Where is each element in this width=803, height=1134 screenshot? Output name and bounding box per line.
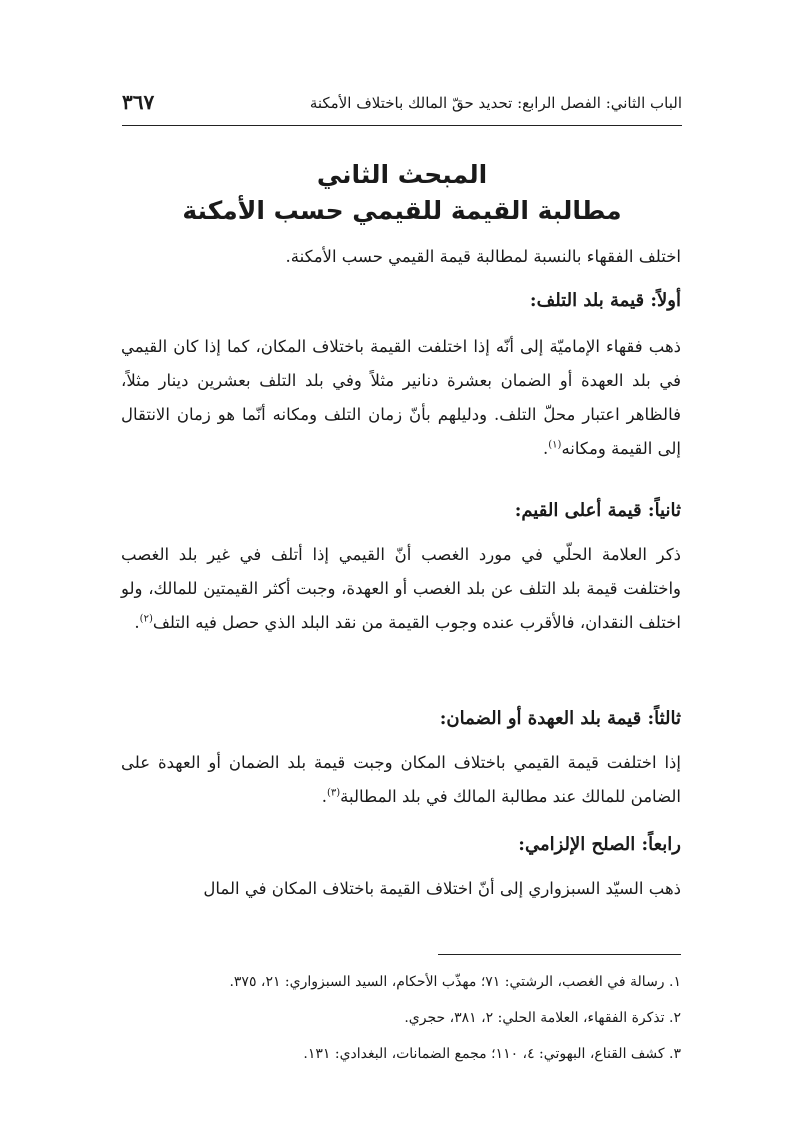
footnote-divider [438,954,681,955]
page-number: ٣٦٧ [122,90,155,114]
paragraph-end: . [543,439,549,458]
section-title: المبحث الثاني [316,160,488,189]
paragraph-text: إذا اختلفت قيمة القيمي باختلاف المكان وجبت قيمة بلد الضمان أو العهدة على الضامن للمالك عند مطالبة المالك في بلد المطالبة [121,753,681,806]
subsection-paragraph [121,746,681,814]
subsection-heading: ثالثاً: قيمة بلد العهدة أو الضمان: [439,708,681,729]
paragraph-end: . [321,787,327,806]
footnote-ref[interactable]: (٢) [139,613,153,625]
footnote-item: ٢. تذكرة الفقهاء، العلامة الحلي: ٢، ٣٨١، حجري. [404,1010,681,1026]
footnote-item: ٣. كشف القناع، البهوتي: ٤، ١١٠؛ مجمع الضمانات، البغدادي: ١٣١. [303,1046,681,1062]
subsection-paragraph [121,330,681,466]
subsection-paragraph [121,538,681,640]
paragraph-text: ذهب السيّد السبزواري إلى أنّ اختلاف القيمة باختلاف المكان في المال [203,879,681,898]
footnote-ref[interactable]: (١) [548,439,562,451]
footnote-item: ١. رسالة في الغصب، الرشتي: ٧١؛ مهذّب الأحكام، السيد السبزواري: ٢١، ٣٧٥. [229,974,681,990]
paragraph-text: ذكر العلامة الحلّي في مورد الغصب أنّ القيمي إذا أتلف في غير بلد الغصب واختلفت قيمة بلد التلف عن بلد الغصب أو العهدة، وجبت أكثر القيمتين للمالك، ولو اختلف النقدان، فالأقرب عنده وجوب القيمة من نقد البلد الذي حصل فيه التلف [121,545,681,632]
subsection-heading: أولاً: قيمة بلد التلف: [529,290,681,311]
subsection-paragraph [121,872,681,906]
running-title: الباب الثاني: الفصل الرابع: تحديد حقّ المالك باختلاف الأمكنة [309,94,682,112]
running-header [122,88,682,122]
subsection-heading: ثانياً: قيمة أعلى القيم: [514,500,681,521]
subsection-heading: رابعاً: الصلح الإلزامي: [518,834,681,855]
intro-paragraph: اختلف الفقهاء بالنسبة لمطالبة قيمة القيمي حسب الأمكنة. [285,247,681,266]
header-divider [122,125,682,126]
footnote-ref[interactable]: (٣) [326,787,341,799]
paragraph-text: ذهب فقهاء الإماميّة إلى أنّه إذا اختلفت القيمة باختلاف المكان، كما إذا كان القيمي في بلد العهدة أو الضمان بعشرة دنانير مثلاً وفي بلد التلف بعشرين دينار مثلاً، فالظاهر اعتبار محلّ التلف. ودليلهم بأنّ زمان التلف ومكانه أنّما هو زمان الانتقال إلى القيمة ومكانه [121,337,681,458]
paragraph-end: . [134,613,140,632]
section-subtitle: مطالبة القيمة للقيمي حسب الأمكنة [182,196,622,225]
footnotes [121,964,681,1072]
